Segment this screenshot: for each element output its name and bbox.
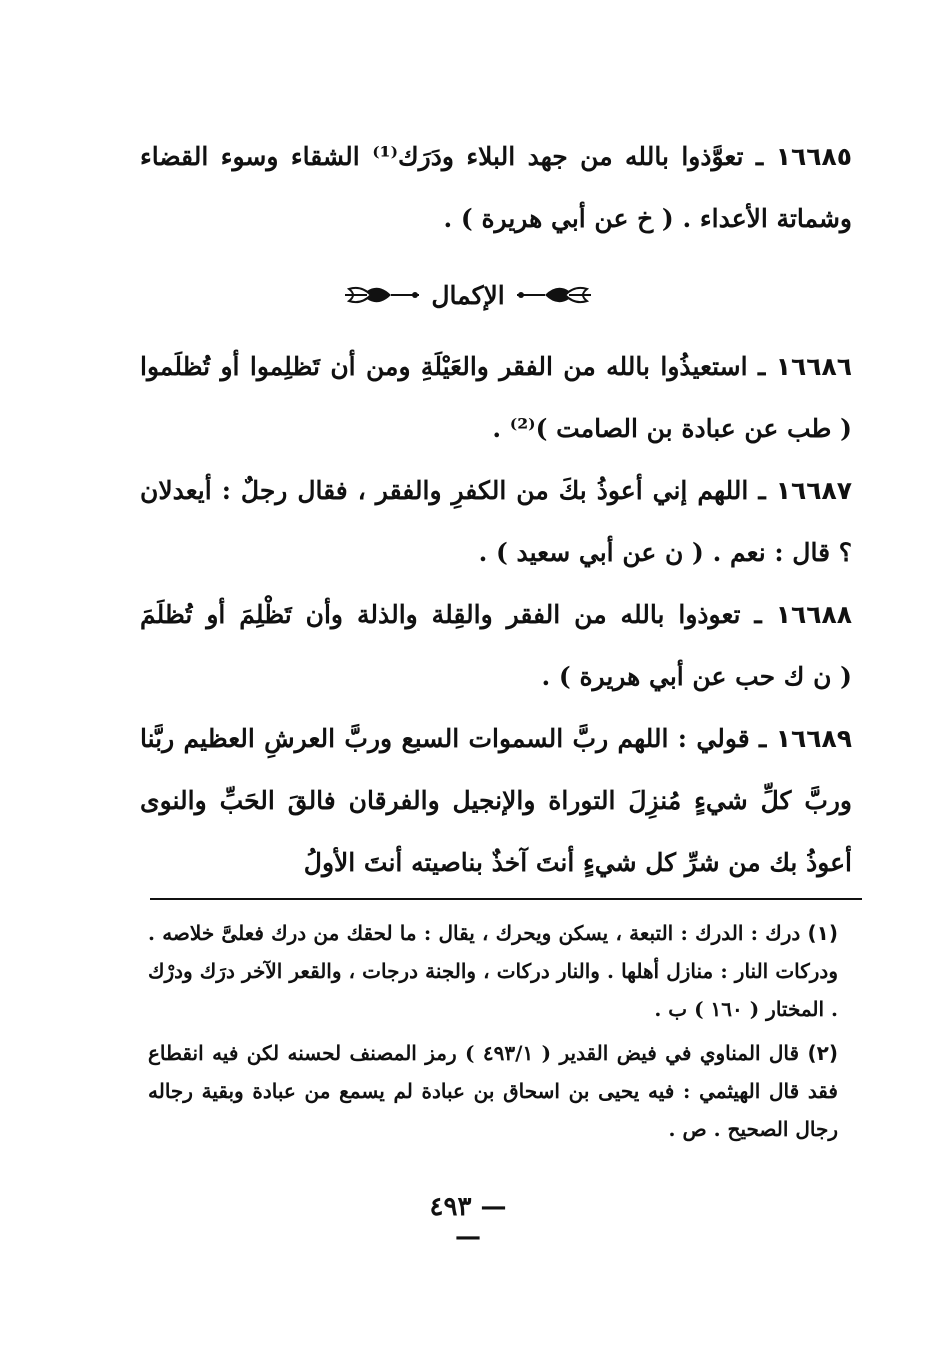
section-title: الإكمال: [431, 280, 505, 310]
hadith-text: قولي : اللهم ربَّ السموات السبع وربَّ العرشِ العظيم ربَّنا وربَّ كلِّ شيءٍ مُنزِلَ التوراة والإنجيل والفرقان فالقَ الحَبِّ والنوى أعوذُ بك من شرِّ كل شيءٍ أنتَ آخذٌ بناصيته أنتَ الأولُ: [140, 724, 852, 877]
dash: ـ: [740, 600, 762, 629]
footnote-text: قال المناوي في فيض القدير ( ٤٩٣/١ ) رمز المصنف لحسنه لكن فيه انقطاع فقد قال الهيثمي : فيه يحيى بن اسحاق بن عبادة لم يسمع من عبادة وبقية رجاله رجال الصحيح . ص .: [148, 1041, 838, 1141]
hadith-block-top: [140, 126, 852, 250]
footnote-marker: (١): [807, 921, 838, 945]
hadith-source: ( طب عن عبادة بن الصامت )⁽²⁾ .: [492, 414, 852, 443]
footnote: [148, 914, 838, 1028]
hadith-source: ( خ عن أبي هريرة ) .: [443, 204, 674, 233]
page-number: — ٤٩٣ —: [429, 1192, 507, 1252]
hadith-number: ١٦٦٨٩: [775, 724, 852, 753]
dash: ـ: [747, 352, 766, 381]
hadith-number: ١٦٦٨٧: [775, 476, 852, 505]
footnote-marker: (٢): [807, 1041, 838, 1065]
hadith-text: اللهم إني أعوذُ بكَ من الكفرِ والفقر ، فقال رجلٌ : أيعدلان ؟ قال : نعم .: [140, 476, 852, 567]
dash: ـ: [748, 476, 766, 505]
hadith-entry: [140, 126, 852, 250]
hadith-block-bottom: [140, 336, 852, 894]
footnotes: [148, 914, 838, 1154]
hadith-entry: [140, 460, 852, 584]
hadith-text: تعوَّذوا بالله من جهد البلاء ودَرَك⁽¹⁾ الشقاء وسوء القضاء وشماتة الأعداء .: [140, 142, 852, 233]
hadith-text: استعيذُوا بالله من الفقر والعَيْلَةِ ومن أن تَظلِموا أو تُظلَموا: [140, 352, 748, 381]
hadith-entry: [140, 336, 852, 460]
hadith-number: ١٦٦٨٦: [775, 352, 852, 381]
hadith-source: ( ن ك حب عن أبي هريرة ) .: [541, 662, 852, 691]
footnote-divider: [150, 898, 862, 900]
ornament-right-icon: [515, 281, 593, 309]
ornament-left-icon: [343, 281, 421, 309]
hadith-number: ١٦٦٨٨: [775, 600, 852, 629]
footnote: [148, 1034, 838, 1148]
hadith-entry: [140, 584, 852, 708]
hadith-source: ( ن عن أبي سعيد ) .: [478, 538, 704, 567]
dash: ـ: [749, 724, 767, 753]
hadith-number: ١٦٦٨٥: [775, 142, 852, 171]
footnote-text: درك : الدرك : التبعة ، يسكن ويحرك ، يقال : ما لحقك من درك فعلىَّ خلاصه . ودركات النار : منازل أهلها . والنار دركات ، والجنة درجات ، والقعر الآخر درَك ودرْك . المختار ( ١٦٠ ) ب .: [148, 921, 838, 1021]
dash: ـ: [743, 142, 764, 171]
hadith-text: تعوذوا بالله من الفقر والقِلة والذلة وأن تَظْلِمَ أو تُظلَمَ: [140, 600, 741, 629]
hadith-entry: [140, 708, 852, 894]
section-header: [300, 268, 636, 322]
